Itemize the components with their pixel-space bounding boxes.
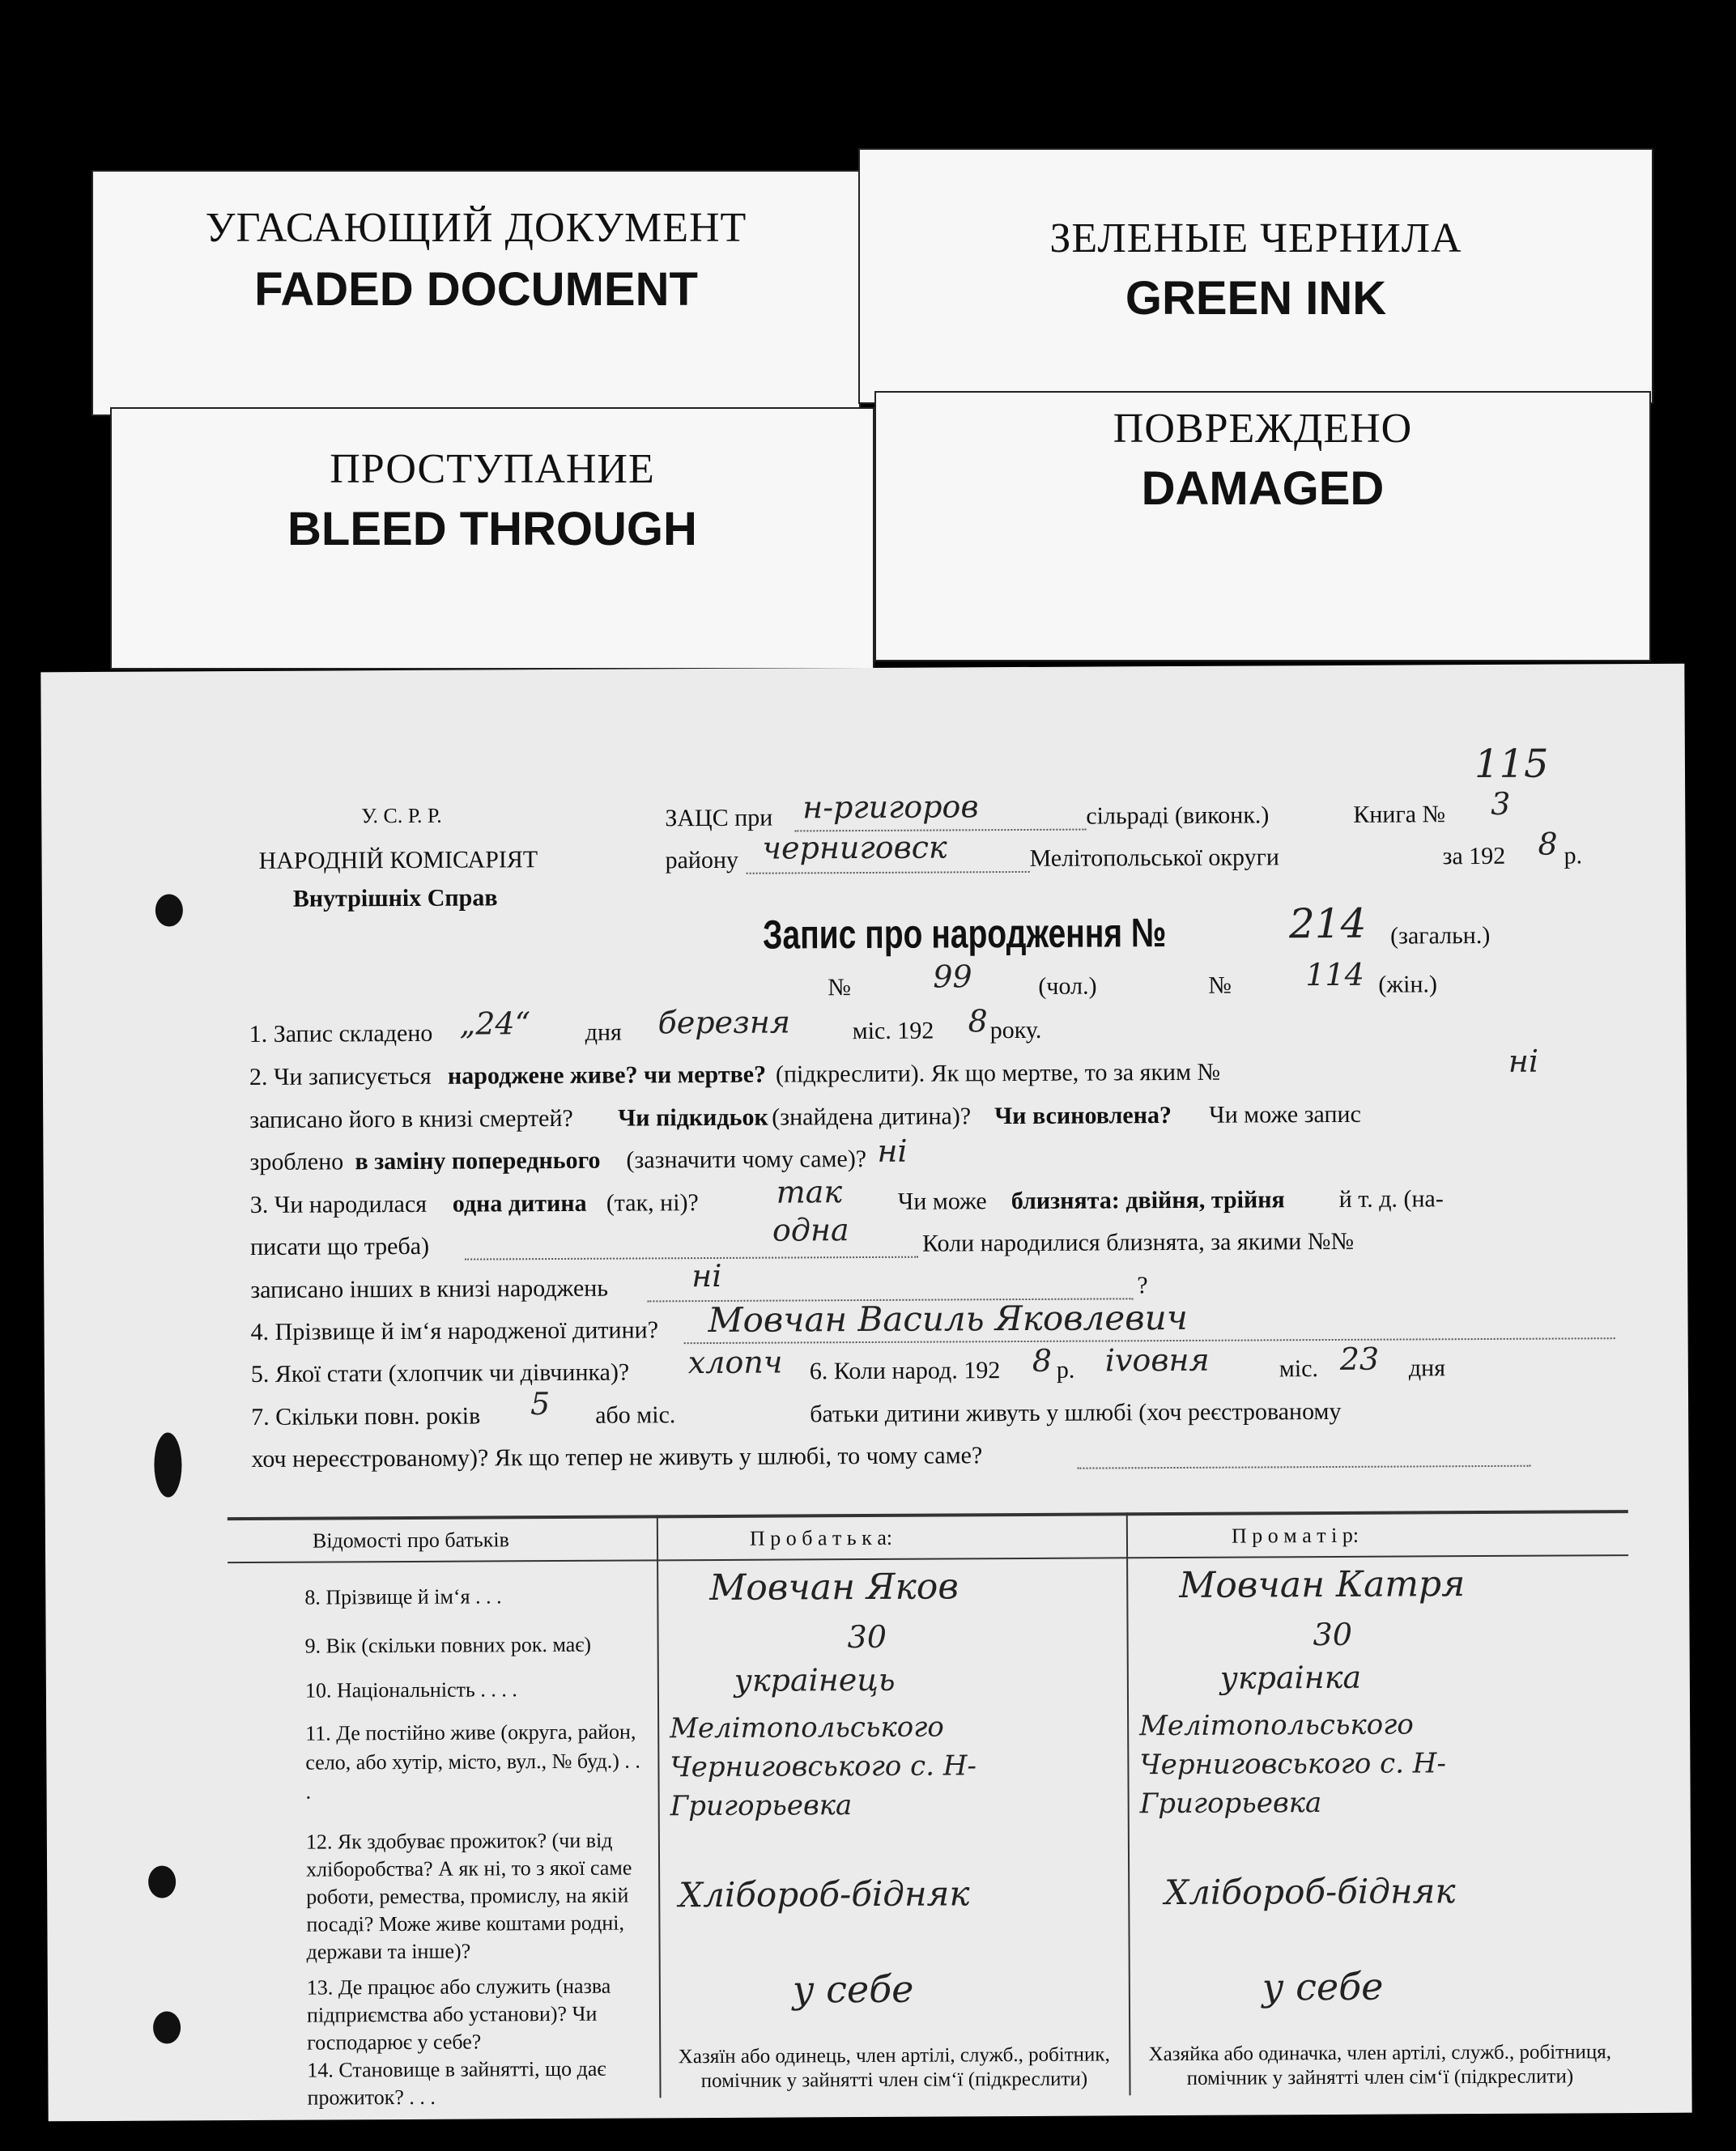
kniha-handwritten: 3 — [1491, 785, 1511, 822]
card-ru-text: ПОВРЕЖДЕНО — [1113, 406, 1413, 452]
item2-label: 2. Чи записується — [249, 1062, 432, 1090]
header-internal-affairs: Внутрішніх Справ — [292, 884, 498, 912]
zhin-label: (жін.) — [1378, 971, 1438, 998]
card-en-text: FADED DOCUMENT — [254, 263, 698, 316]
row10-label: 10. Національність . . . . — [304, 1677, 517, 1703]
item2-line2-d: Чи всиновлена? — [994, 1102, 1172, 1130]
item6-month: ivoвня — [1104, 1341, 1210, 1379]
row12-label: 12. Як здобуває прожиток? (чи від хліборобства? А як ні, то з якої саме роботи, ремества, промислу, на якій посаді? Може живе коштами родні, держави та інше)? — [305, 1828, 632, 1964]
item3-line2-a: писати що треба) — [249, 1232, 430, 1260]
item7-line2: хоч нереєстрованому)? Як що тепер не живуть у шлюбі, то чому саме? — [251, 1442, 983, 1473]
zhin-no: № — [1208, 971, 1232, 999]
row9-label: 9. Вік (скільки повних рок. має) — [304, 1632, 592, 1658]
item3-bold: одна дитина — [452, 1189, 587, 1218]
item2-handwritten: ні — [1508, 1043, 1539, 1079]
page-number-handwritten: 115 — [1474, 741, 1549, 788]
card-ru-text: УГАСАЮЩИЙ ДОКУМЕНТ — [205, 205, 747, 251]
fill-line — [747, 871, 1030, 874]
item2-line2-e: Чи може запис — [1209, 1100, 1361, 1129]
item1-mis: міс. 192 — [852, 1017, 934, 1045]
green-ink-card — [860, 150, 1652, 402]
zags-label: ЗАЦС при — [665, 804, 773, 832]
card-en-text: DAMAGED — [1141, 462, 1385, 515]
row10-father: украінець — [734, 1661, 896, 1698]
item3-line3-handwritten: ні — [691, 1257, 722, 1294]
item1-roku: року. — [989, 1016, 1042, 1044]
table-header-mother: П р о м а т і р: — [1231, 1523, 1359, 1548]
item3-etc: й т. д. (на- — [1338, 1185, 1444, 1213]
card-en-text: GREEN INK — [1125, 272, 1387, 325]
item3-line2-handwritten: одна — [772, 1212, 849, 1248]
item3-line3-q: ? — [1137, 1272, 1148, 1299]
kniha-label: Книга № — [1353, 801, 1446, 828]
item2-line2-b: Чи підкидьок — [618, 1103, 768, 1132]
header-commissariat: НАРОДНІЙ КОМІСАРІЯТ — [258, 846, 538, 874]
item2-line2-a: записано його в книзі смертей? — [249, 1104, 573, 1133]
item4-handwritten: Мовчан Василь Яковлевич — [708, 1297, 1188, 1341]
row11-mother: Мелітопольського Черниговського с. Н-Григорьевка — [1139, 1708, 1446, 1821]
item6-mis: міс. — [1279, 1355, 1319, 1383]
item6-r: р. — [1056, 1356, 1075, 1384]
item1-dnya: дня — [585, 1018, 622, 1046]
item6-year: 8 — [1032, 1342, 1053, 1379]
card-ru-text: ПРОСТУПАНИЕ — [330, 446, 655, 492]
row11-label: 11. Де постійно живе (округа, район, село, або хутір, місто, вул., № буд.) . . . — [305, 1720, 640, 1804]
punch-hole — [153, 2011, 181, 2043]
row8-label: 8. Прізвище й ім‘я . . . — [304, 1584, 502, 1609]
row8-father: Мовчан Яков — [709, 1566, 959, 1609]
table-header-info: Відомості про батьків — [312, 1528, 509, 1553]
header-ussr: У. С. Р. Р. — [361, 803, 442, 828]
item7-label: 7. Скільки повн. років — [251, 1402, 481, 1430]
row14-mother: Хазяйка або одиначка, член артілі, служб., робітниця, помічник у зайнятті член сім‘ї (підкреслити) — [1148, 2041, 1612, 2089]
row13-label: 13. Де працює або служить (назва підприємства або установи)? Чи господарює у себе? — [306, 1974, 611, 2055]
item4-label: 4. Прізвище й ім‘я народженої дитини? — [250, 1316, 659, 1345]
item2-line3-a: зроблено — [249, 1148, 344, 1175]
item6-label: 6. Коли народ. 192 — [809, 1357, 1001, 1385]
okruha-label: Мелітопольської округи — [1029, 844, 1279, 872]
item3-label: 3. Чи народилася — [249, 1190, 428, 1218]
row13-father: у себе — [792, 1966, 914, 2012]
item1-month: березня — [657, 1004, 791, 1041]
year-suffix: р. — [1564, 842, 1583, 869]
item3-handwritten: так — [776, 1174, 843, 1210]
item3-twins: близнята: двійня, трійня — [1011, 1186, 1285, 1215]
year-handwritten: 8 — [1538, 826, 1558, 862]
punch-hole — [155, 894, 183, 926]
silradi-label: сільраді (виконк.) — [1086, 801, 1270, 830]
punch-hole — [154, 1432, 181, 1497]
row12-mother: Хлібороб-бідняк — [1164, 1871, 1456, 1913]
item2-text: (підкреслити). Як що мертве, то за яким № — [775, 1058, 1221, 1088]
faded-document-card — [93, 172, 859, 414]
chol-label: (чол.) — [1038, 972, 1097, 1000]
item7-text: батьки дитини живуть у шлюбі (хоч реєстрованому — [810, 1397, 1342, 1428]
row9-father: 30 — [847, 1618, 887, 1656]
item2-line3-handwritten: ні — [877, 1133, 908, 1169]
item2-line3-b: в заміну попереднього — [355, 1146, 601, 1175]
item2-line3-c: (зазначити чому саме)? — [626, 1145, 867, 1174]
row11-father: Мелітопольського Черниговського с. Н-Григорьевка — [670, 1711, 977, 1823]
item1-label: 1. Запис складено — [249, 1019, 433, 1048]
row14-father: Хазяїн або одинець, член артілі, служб., робітник, помічник у зайнятті член сім‘ї (підкреслити) — [678, 2043, 1110, 2093]
form-title: Запис про народження № — [762, 910, 1167, 958]
table-header-father: П р о б а т ь к а: — [749, 1525, 893, 1550]
row13-mother: у себе — [1262, 1964, 1384, 2009]
row14-label: 14. Становище в зайнятті, що дає прожиток? . . . — [307, 2056, 606, 2110]
row12-father: Хлібороб-бідняк — [679, 1873, 970, 1915]
fill-line — [1077, 1465, 1530, 1469]
raion-handwritten: черниговск — [762, 829, 947, 866]
year-label: за 192 — [1442, 842, 1506, 870]
row8-mother: Мовчан Катря — [1179, 1563, 1466, 1606]
zags-handwritten: н-ргигоров — [802, 789, 979, 826]
item3-chy-mozhe: Чи може — [897, 1188, 987, 1215]
raion-label: району — [665, 846, 739, 874]
record-number-handwritten: 214 — [1288, 899, 1367, 948]
item1-year: 8 — [968, 1003, 988, 1039]
item5-handwritten: хлопч — [687, 1344, 783, 1381]
table-border — [228, 1510, 1628, 1520]
table-border — [657, 1515, 662, 2098]
item6-dnya: дня — [1408, 1354, 1446, 1382]
table-border — [1126, 1512, 1131, 2095]
item2-bold: народжене живе? чи мертве? — [447, 1061, 767, 1090]
bleed-through-card — [112, 409, 873, 668]
damaged-card — [876, 393, 1649, 660]
card-en-text: BLEED THROUGH — [287, 503, 697, 555]
item3-text: (так, ні)? — [606, 1189, 699, 1217]
item2-line2-c: (знайдена дитина)? — [772, 1103, 972, 1131]
table-border — [228, 1554, 1628, 1563]
item5-label: 5. Якої стати (хлопчик чи дівчинка)? — [250, 1358, 630, 1388]
item3-line3-a: записано інших в книзі народжень — [250, 1274, 609, 1303]
row10-mother: украінка — [1219, 1659, 1362, 1696]
card-ru-text: ЗЕЛЕНЫЕ ЧЕРНИЛА — [1049, 215, 1462, 261]
item7-abo: або міс. — [595, 1401, 676, 1429]
item1-day: „24“ — [459, 1005, 531, 1042]
birth-record-form — [40, 664, 1691, 2122]
zhin-handwritten: 114 — [1305, 956, 1364, 993]
row9-mother: 30 — [1313, 1616, 1353, 1653]
item3-line2-b: Коли народилися близнята, за якими №№ — [921, 1227, 1355, 1257]
chol-handwritten: 99 — [933, 959, 972, 995]
punch-hole — [148, 1865, 176, 1898]
zahaln-label: (загальн.) — [1389, 921, 1491, 950]
chol-no: № — [828, 974, 852, 1001]
item7-years: 5 — [530, 1386, 551, 1422]
item6-day: 23 — [1339, 1341, 1380, 1377]
